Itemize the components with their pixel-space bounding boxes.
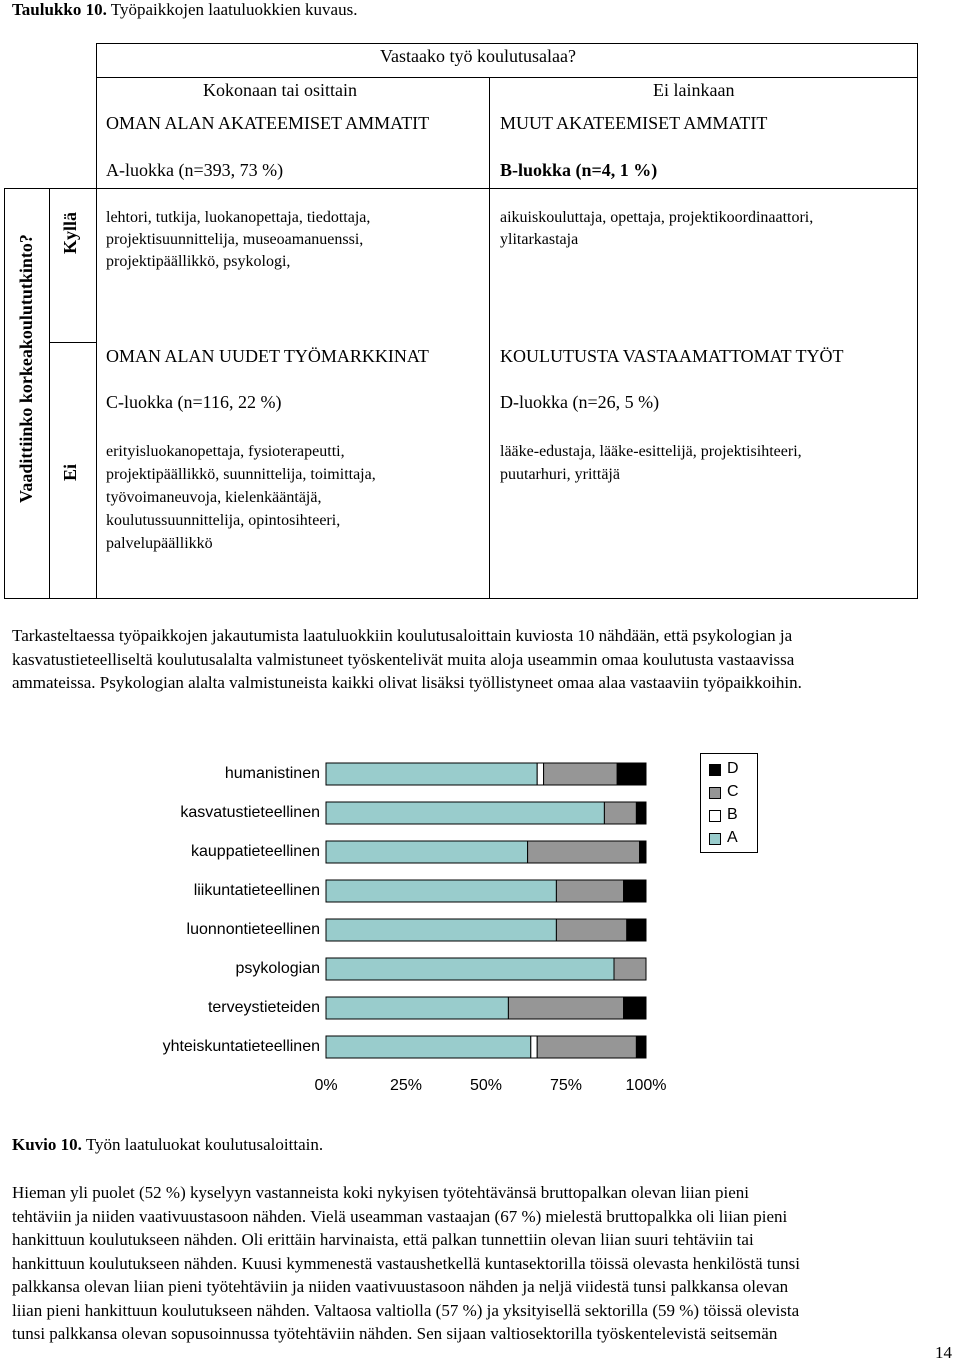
bar-segment-a [326, 997, 508, 1019]
bar-segment-c [604, 802, 636, 824]
class-a-example-line: projektipäällikkö, psykologi, [106, 253, 291, 270]
legend-label-c: C [727, 783, 739, 800]
bar-segment-a [326, 958, 614, 980]
class-b-title: MUUT AKATEEMISET AMMATIT [500, 113, 768, 133]
row-header-yes: Kyllä [60, 211, 80, 254]
chart-legend [700, 753, 758, 853]
class-a-label: A-luokka (n=393, 73 %) [106, 160, 284, 180]
bar-segment-d [624, 997, 646, 1019]
bar-segment-d [640, 841, 646, 863]
paragraph-line: Tarkasteltaessa työpaikkojen jakautumista laatuluokkiin koulutusaloittain kuviosta 10 nähdään, että psykologian ja [12, 626, 793, 645]
x-tick-label: 75% [549, 1077, 583, 1094]
class-d-example-line: puutarhuri, yrittäjä [500, 466, 620, 483]
legend-label-d: D [727, 760, 739, 777]
paragraph-line: hankittuun koulutukseen nähden. Oli erittäin harvinaista, että palkan tunnettiin olevan liian suuri tehtäviin tai [12, 1230, 754, 1249]
bar-segment-b [531, 1036, 537, 1058]
class-c-example-line: projektipäällikkö, suunnittelija, toimittaja, [106, 466, 376, 483]
class-b-example-line: ylitarkastaja [500, 231, 579, 248]
x-tick-label: 0% [314, 1077, 338, 1094]
class-d-label: D-luokka (n=26, 5 %) [500, 392, 660, 412]
class-c-label: C-luokka (n=116, 22 %) [106, 392, 282, 412]
bar-segment-d [617, 763, 646, 785]
paragraph-2 [12, 1181, 952, 1346]
category-label: yhteiskuntatieteellinen [162, 1038, 320, 1055]
category-label: terveystieteiden [207, 999, 320, 1016]
paragraph-line: tehtäviin ja niiden vaativuustasoon nähden. Vielä useamman vastaajan (67 %) mielestä bruttopalkka oli liian pieni [12, 1206, 788, 1226]
row-header-no: Ei [60, 463, 80, 481]
paragraph-line: Hieman yli puolet (52 %) kyselyyn vastanneista koki nykyisen työtehtävänsä bruttopalkan olevan liian pieni [12, 1183, 749, 1202]
class-d-example-line: lääke-edustaja, lääke-esittelijä, projektisihteeri, [500, 443, 802, 460]
paragraph-line: kasvatustieteelliseltä koulutusalalta valmistuneet työskentelivät muita aloja useammin omaa koulutusta vastaavissa [12, 649, 795, 669]
paragraph-line: ammateissa. Psykologian alalta valmistuneista kaikki olivat lisäksi työllistyneet omaa alaa vastaaviin työpaikkoihin. [12, 673, 802, 692]
bar-segment-a [326, 802, 604, 824]
bar-segment-a [326, 841, 528, 863]
bar-segment-a [326, 1036, 531, 1058]
bar-segment-a [326, 763, 537, 785]
table-top-header: Vastaako työ koulutusalaa? [380, 46, 576, 66]
class-c-example-line: koulutussuunnittelija, opintosihteeri, [106, 512, 341, 529]
figure-caption-text: Työn laatuluokat koulutusaloittain. [81, 1135, 324, 1154]
category-label: humanistinen [224, 765, 320, 782]
bar-segment-c [528, 841, 640, 863]
legend-swatch-c [709, 787, 721, 799]
class-d-title: KOULUTUSTA VASTAAMATTOMAT TYÖT [500, 346, 844, 366]
page-number: 14 [935, 1343, 952, 1362]
paragraph-line: palkkansa olevan liian pieni työtehtäviin ja niiden vaativuustasoon nähden ja neljä viidestä tunsi palkkansa olevan [12, 1277, 789, 1296]
bar-segment-b [537, 763, 543, 785]
legend-label-b: B [727, 806, 738, 823]
category-label: kasvatustieteellinen [180, 804, 320, 821]
legend-swatch-b [709, 810, 721, 822]
bar-segment-d [636, 1036, 646, 1058]
legend-swatch-a [709, 833, 721, 845]
category-label: kauppatieteellinen [191, 843, 320, 860]
x-tick-label: 25% [389, 1077, 423, 1094]
legend-label-a: A [727, 829, 738, 846]
col-header-partial: Kokonaan tai osittain [203, 80, 357, 100]
class-c-title: OMAN ALAN UUDET TYÖMARKKINAT [106, 346, 429, 366]
x-tick-label: 50% [469, 1077, 503, 1094]
paragraph-line: hankittuun koulutukseen nähden. Kuusi kymmenestä vastaushetkellä kuntasektorilla töissä olevasta henkilöstä tunsi [12, 1253, 800, 1273]
col-header-none: Ei lainkaan [653, 80, 735, 100]
figure-caption [12, 1135, 323, 1155]
x-tick-label: 100% [625, 1077, 667, 1094]
row-header-degree-required: Vaadittiinko korkeakoulututkinto? [16, 234, 36, 503]
bar-segment-c [544, 763, 618, 785]
bar-segment-c [556, 919, 626, 941]
bar-segment-d [636, 802, 646, 824]
bar-segment-d [627, 919, 646, 941]
bar-segment-d [624, 880, 646, 902]
bar-segment-c [614, 958, 646, 980]
bar-segment-c [537, 1036, 636, 1058]
bar-segment-c [508, 997, 623, 1019]
paragraph-line: tunsi palkkansa olevan sopusoinnussa työtehtäviin nähden. Sen sijaan valtiosektorilla työskentelevistä seitsemän [12, 1324, 778, 1343]
class-a-example-line: lehtori, tutkija, luokanopettaja, tiedottaja, [106, 209, 371, 226]
figure-caption-number: Kuvio 10. [12, 1135, 82, 1154]
class-c-example-line: palvelupäällikkö [106, 535, 213, 552]
class-a-example-line: projektisuunnittelija, museoamanuenssi, [106, 231, 364, 248]
class-b-label: B-luokka (n=4, 1 %) [500, 160, 658, 180]
class-a-title: OMAN ALAN AKATEEMISET AMMATIT [106, 113, 430, 133]
category-label: liikuntatieteellinen [193, 882, 320, 899]
bar-segment-a [326, 919, 556, 941]
bar-segment-c [556, 880, 623, 902]
table-title-number: Taulukko 10. [12, 0, 107, 19]
category-label: psykologian [235, 960, 320, 977]
legend-swatch-d [709, 764, 721, 776]
bar-segment-a [326, 880, 556, 902]
class-b-example-line: aikuiskouluttaja, opettaja, projektikoordinaattori, [500, 209, 814, 226]
class-c-example-line: työvoimaneuvoja, kielenkääntäjä, [106, 489, 322, 506]
category-label: luonnontieteellinen [186, 921, 320, 938]
paragraph-line: liian pieni hankittuun koulutukseen nähden. Valtaosa valtiolla (57 %) ja yksityisellä sektorilla (59 %) töissä olevista [12, 1300, 800, 1320]
table-title-text: Työpaikkojen laatuluokkien kuvaus. [106, 0, 358, 19]
class-c-example-line: erityisluokanopettaja, fysioterapeutti, [106, 443, 345, 460]
